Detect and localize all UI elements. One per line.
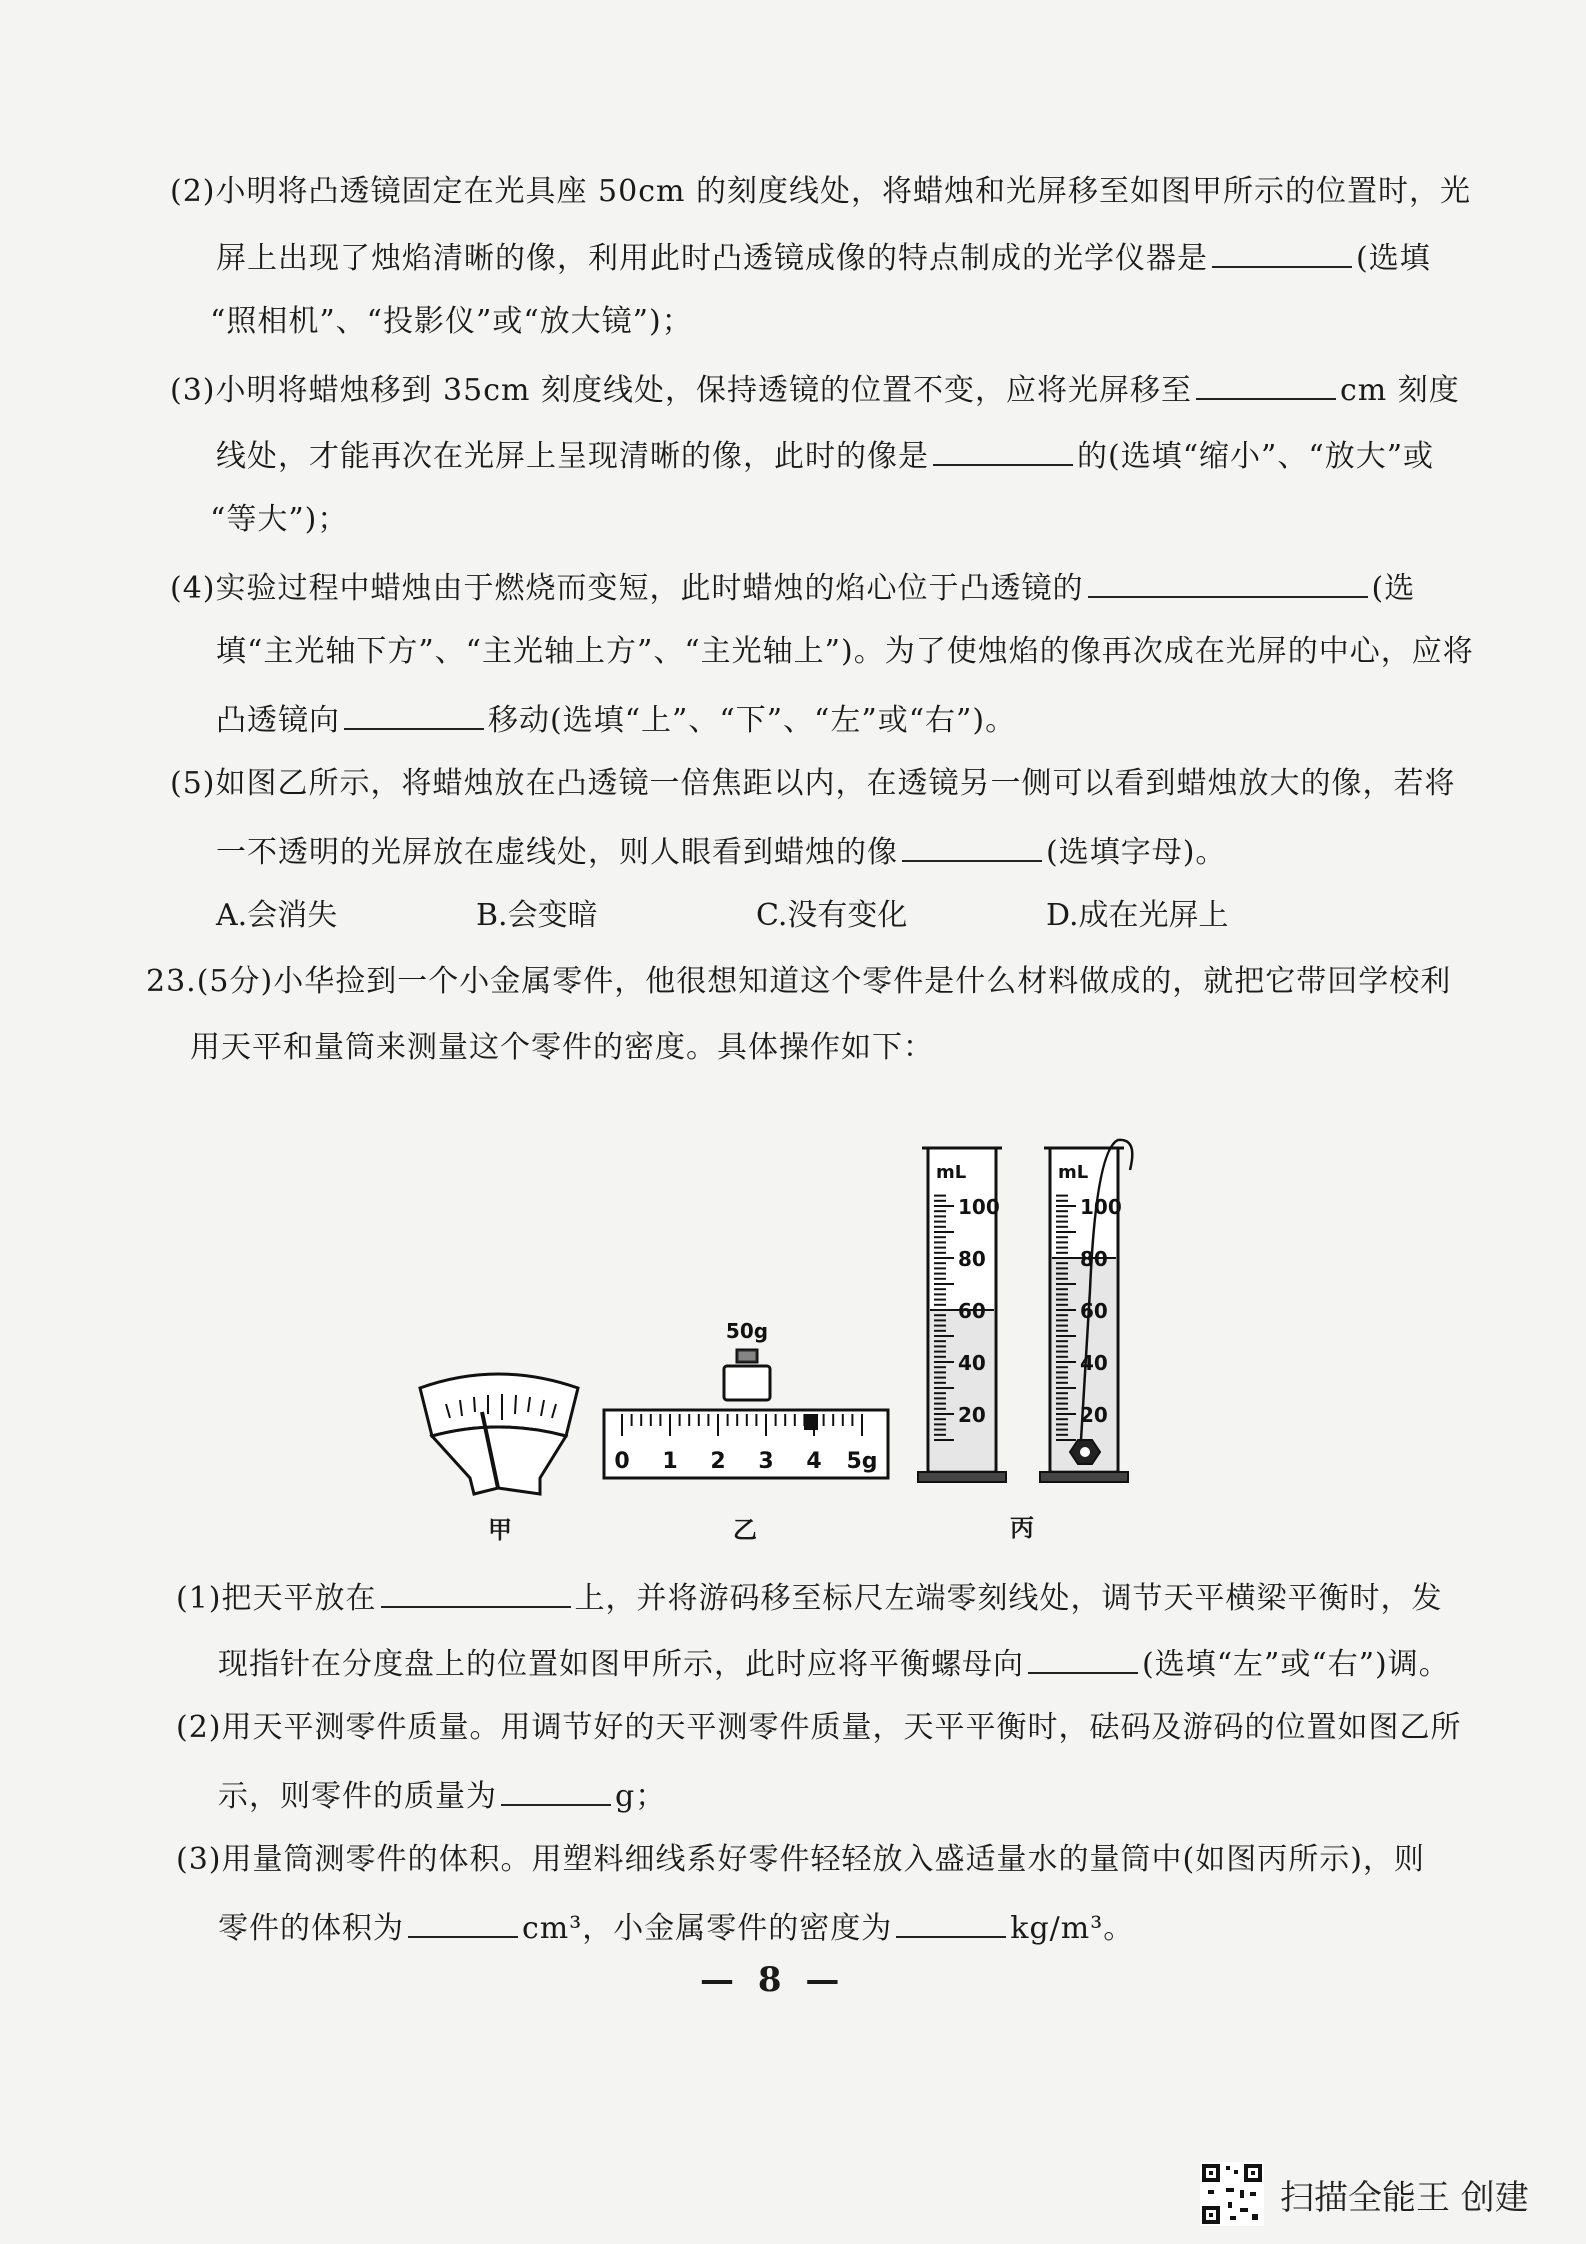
ruler-tick-label: 2 xyxy=(710,1449,726,1474)
cylinder-tick-label: 40 xyxy=(958,1351,986,1375)
q23-p2-line1: (2)用天平测零件质量。用调节好的天平测零件质量，天平平衡时，砝码及游码的位置如图乙所 xyxy=(176,1710,1462,1745)
ruler-tick-label: 1 xyxy=(662,1449,678,1474)
q22-p3-line2: 线处，才能再次在光屏上呈现清晰的像，此时的像是 的(选填“缩小”、“放大”或 xyxy=(216,434,1434,477)
cylinder-tick-label: 40 xyxy=(1080,1351,1108,1375)
q23-p3-line1: (3)用量筒测零件的体积。用塑料细线系好零件轻轻放入盛适量水的量筒中(如图丙所示)，则 xyxy=(176,1842,1425,1877)
cylinder-tick-label: 60 xyxy=(958,1299,986,1323)
cylinder-base xyxy=(1040,1472,1128,1482)
option-d[interactable]: D.成在光屏上 xyxy=(1046,898,1229,933)
q23-stem-line2: 用天平和量筒来测量这个零件的密度。具体操作如下： xyxy=(190,1030,934,1065)
weight-50g xyxy=(724,1319,770,1400)
q23-p1-line2: 现指针在分度盘上的位置如图甲所示，此时应将平衡螺母向 (选填“左”或“右”)调。 xyxy=(218,1642,1450,1685)
figure-label-bing: 丙 xyxy=(1010,1514,1034,1542)
answer-blank[interactable] xyxy=(896,1906,1006,1938)
page-number: — 8 — xyxy=(700,1960,846,2000)
q23-p2-line2: 示，则零件的质量为 g； xyxy=(218,1774,666,1817)
q22-p4-line3: 凸透镜向 移动(选填“上”、“下”、“左”或“右”)。 xyxy=(216,698,1016,741)
q22-p3-line3: “等大”)； xyxy=(210,502,349,537)
ruler-tick-label: 0 xyxy=(614,1449,630,1474)
ruler-tick-label: 4 xyxy=(806,1449,822,1474)
q22-p4-line2: 填“主光轴下方”、“主光轴上方”、“主光轴上”)。为了使烛焰的像再次成在光屏的中心，应将 xyxy=(216,634,1474,669)
cylinder-tick-label: 20 xyxy=(958,1403,986,1427)
figure-label-yi: 乙 xyxy=(733,1516,757,1544)
water-column xyxy=(930,1310,994,1472)
cylinder-before xyxy=(918,1148,1006,1482)
qr-code-icon xyxy=(1200,2162,1264,2226)
option-a[interactable]: A.会消失 xyxy=(216,898,338,933)
cylinder-tick-label: 80 xyxy=(958,1247,986,1271)
cylinder-tick-label: 80 xyxy=(1080,1247,1108,1271)
q22-p2-line1: (2)小明将凸透镜固定在光具座 50cm 的刻度线处，将蜡烛和光屏移至如图甲所示的位置时，光 xyxy=(170,174,1471,209)
answer-blank[interactable] xyxy=(501,1774,611,1806)
beam-ruler xyxy=(604,1410,888,1478)
q22-p2-line2: 屏上出现了烛焰清晰的像，利用此时凸透镜成像的特点制成的光学仪器是 (选填 xyxy=(216,236,1431,279)
q23-stem-line1: 23.(5分)小华捡到一个小金属零件，他很想知道这个零件是什么材料做成的，就把它带回学校利 xyxy=(146,964,1452,999)
cylinder-tick-label: 100 xyxy=(958,1195,1000,1219)
q23-p3-line2: 零件的体积为 cm³，小金属零件的密度为 kg/m³。 xyxy=(218,1906,1134,1949)
rider xyxy=(804,1414,818,1430)
answer-blank[interactable] xyxy=(408,1906,518,1938)
answer-blank[interactable] xyxy=(381,1576,571,1608)
q22-p2-line3: “照相机”、“投影仪”或“放大镜”)； xyxy=(210,304,693,339)
q22-p4-line1: (4)实验过程中蜡烛由于燃烧而变短，此时蜡烛的焰心位于凸透镜的 (选 xyxy=(170,566,1415,609)
cylinder-after xyxy=(1040,1148,1128,1482)
option-b[interactable]: B.会变暗 xyxy=(476,898,598,933)
answer-blank[interactable] xyxy=(1028,1642,1138,1674)
cylinder-tick-label: 20 xyxy=(1080,1403,1108,1427)
ruler-tick-label: 3 xyxy=(758,1449,774,1474)
balance-dial xyxy=(420,1374,578,1494)
q23-p1-line1: (1)把天平放在 上，并将游码移至标尺左端零刻线处，调节天平横梁平衡时，发 xyxy=(176,1576,1443,1619)
ruler-tick-label: 5g xyxy=(846,1449,878,1474)
scanner-watermark: 扫描全能王 创建 xyxy=(1200,2162,1529,2226)
figure-label-jia: 甲 xyxy=(488,1516,512,1544)
q22-p5-line2: 一不透明的光屏放在虚线处，则人眼看到蜡烛的像 (选填字母)。 xyxy=(216,830,1226,873)
option-c[interactable]: C.没有变化 xyxy=(756,898,908,933)
q22-p5-line1: (5)如图乙所示，将蜡烛放在凸透镜一倍焦距以内，在透镜另一侧可以看到蜡烛放大的像，若将 xyxy=(170,766,1456,801)
cylinder-unit: mL xyxy=(936,1162,967,1183)
cylinder-unit: mL xyxy=(1058,1162,1089,1183)
q22-p3-line1: (3)小明将蜡烛移到 35cm 刻度线处，保持透镜的位置不变，应将光屏移至 cm 刻度 xyxy=(170,368,1460,411)
cylinder-tick-label: 100 xyxy=(1080,1195,1122,1219)
weight-label: 50g xyxy=(725,1319,769,1343)
cylinder-tick-label: 60 xyxy=(1080,1299,1108,1323)
cylinder-base xyxy=(918,1472,1006,1482)
